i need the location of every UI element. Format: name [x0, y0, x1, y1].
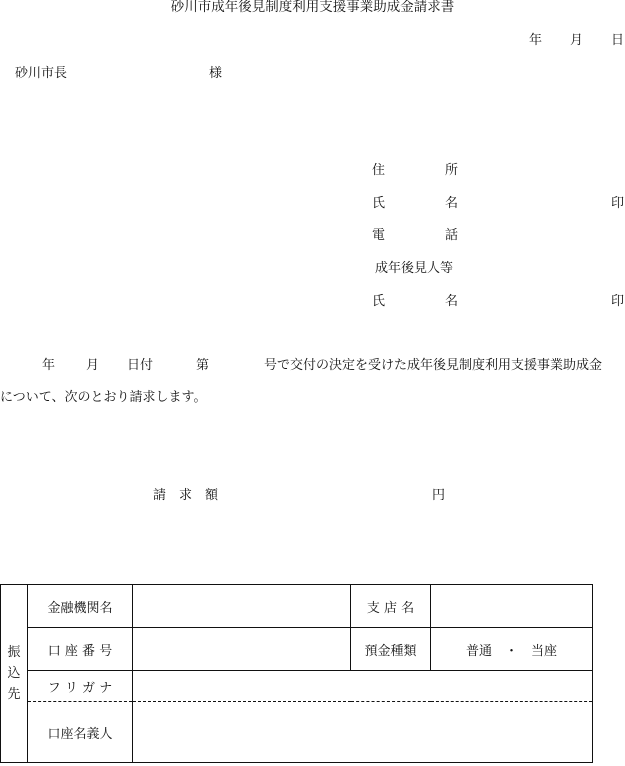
- date-month-label: 月: [570, 33, 584, 48]
- furigana-field[interactable]: [133, 671, 593, 702]
- name-label-2: 名: [445, 196, 459, 211]
- deposit-type-label: 預金種類: [351, 628, 431, 671]
- honorific: 様: [209, 66, 223, 81]
- claim-unit: 円: [432, 488, 446, 503]
- guardian-name-label-2: 名: [445, 294, 459, 309]
- furigana-label: フ リ ガ ナ: [28, 671, 133, 702]
- name-label-1: 氏: [372, 196, 386, 211]
- date-day-label: 日: [611, 33, 625, 48]
- body-number-prefix: 第: [196, 358, 210, 373]
- seal-mark: 印: [611, 196, 625, 211]
- account-number-field[interactable]: [133, 628, 351, 671]
- date-year-label: 年: [529, 33, 543, 48]
- branch-field[interactable]: [431, 585, 593, 628]
- account-number-label: 口 座 番 号: [28, 628, 133, 671]
- branch-label: 支 店 名: [351, 585, 431, 628]
- body-date-suffix: 日付: [127, 358, 154, 373]
- document-title: 砂川市成年後見制度利用支援事業助成金請求書: [170, 0, 455, 15]
- guardian-name-label-1: 氏: [372, 294, 386, 309]
- claim-amount-label: 請 求 額: [153, 488, 219, 503]
- guardian-seal-mark: 印: [611, 294, 625, 309]
- account-holder-label: 口座名義人: [28, 702, 133, 763]
- institution-label: 金融機関名: [28, 585, 133, 628]
- bank-transfer-table: [0, 584, 593, 763]
- address-label-2: 所: [445, 163, 459, 178]
- body-line2: について、次のとおり請求します。: [0, 390, 207, 405]
- addressee: 砂川市長: [15, 66, 68, 81]
- deposit-type-options[interactable]: 普通 ・ 当座: [431, 628, 593, 671]
- body-year: 年: [42, 358, 56, 373]
- address-label-1: 住: [372, 163, 386, 178]
- phone-label-1: 電: [372, 228, 386, 243]
- institution-field[interactable]: [133, 585, 351, 628]
- body-month: 月: [86, 358, 100, 373]
- account-holder-field[interactable]: [133, 702, 593, 763]
- transfer-destination-label: 振 込 先: [1, 585, 28, 763]
- body-line1: 号で交付の決定を受けた成年後見制度利用支援事業助成金: [264, 358, 603, 373]
- guardian-label: 成年後見人等: [375, 261, 454, 276]
- phone-label-2: 話: [445, 228, 459, 243]
